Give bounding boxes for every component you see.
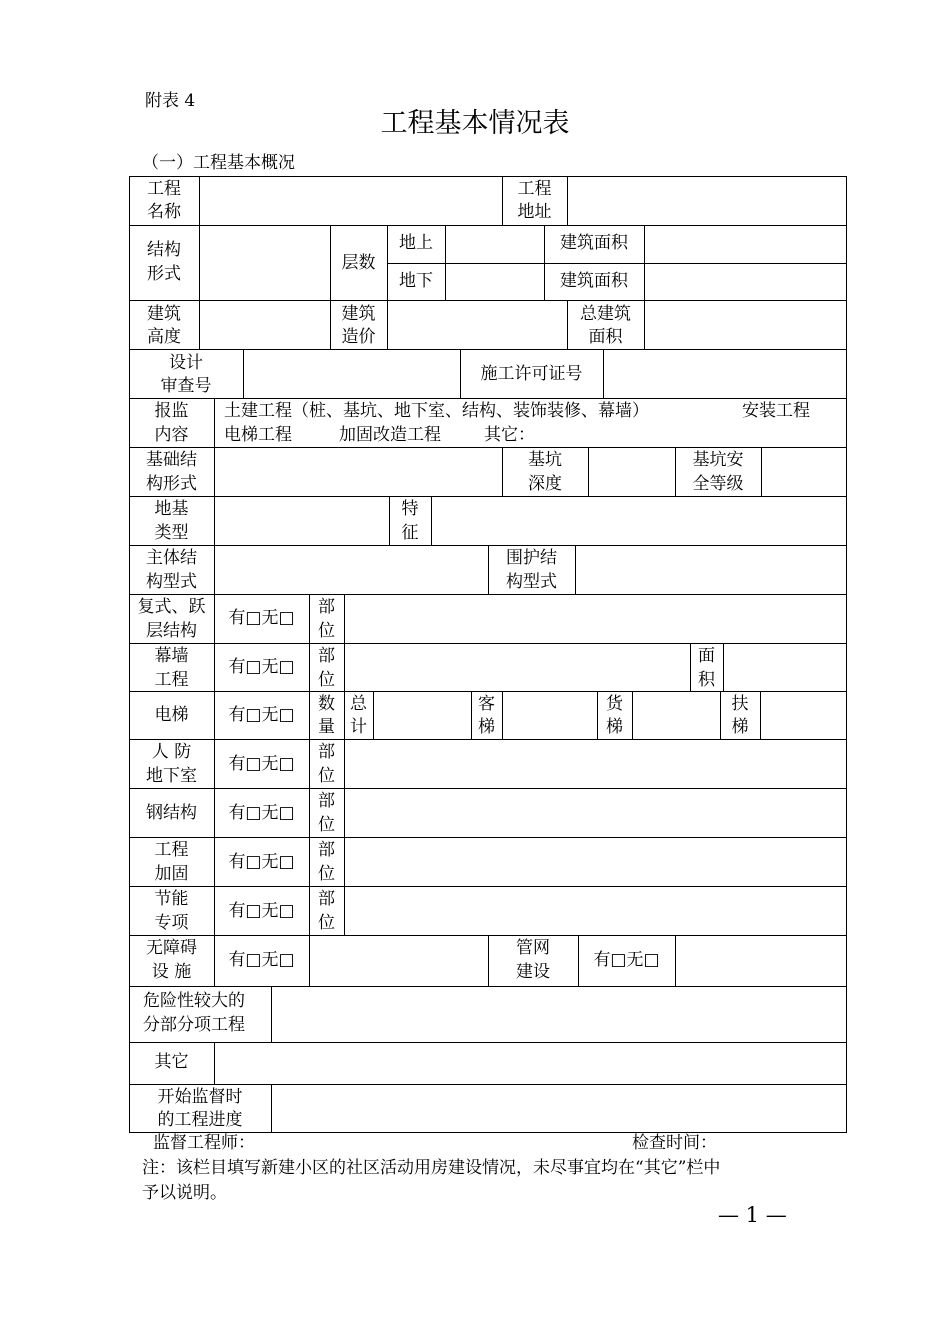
label-location-2: 位 [318, 815, 335, 835]
label-project-name-1: 工程 [147, 179, 181, 199]
label-area-2: 积 [698, 670, 715, 690]
ground-type-field[interactable] [215, 497, 389, 545]
label-supervision-1: 报监 [154, 401, 189, 421]
label-ground-type-1: 地基 [154, 499, 189, 519]
label-floor-area-2: 建筑面积 [560, 271, 628, 291]
pit-depth-field[interactable] [589, 448, 675, 496]
supervision-elevator: 电梯工程 [224, 425, 292, 445]
accessibility-yes-no-checkbox[interactable]: 有□无□ [228, 950, 295, 970]
label-accessibility-2: 设 施 [151, 962, 192, 982]
label-reinforcement-1: 工程 [154, 840, 189, 860]
reinforcement-yes-no-checkbox[interactable]: 有□无□ [228, 852, 295, 872]
label-feature-1: 特 [401, 499, 419, 519]
label-location-1: 部 [318, 840, 335, 860]
label-feature-2: 征 [401, 523, 419, 543]
label-construction-permit: 施工许可证号 [480, 364, 583, 384]
building-height-field[interactable] [200, 301, 330, 349]
civil-defense-yes-no-checkbox[interactable]: 有□无□ [228, 754, 295, 774]
supervision-reinforcement: 加固改造工程 [339, 425, 441, 445]
label-structure-form-2: 形式 [147, 264, 181, 284]
label-freight-2: 梯 [606, 717, 623, 737]
supervising-engineer-label: 监督工程师： [153, 1133, 255, 1153]
label-civil-defense-2: 地下室 [146, 766, 197, 786]
label-main-structure-2: 构型式 [146, 572, 197, 592]
label-design-review-2: 审查号 [160, 376, 212, 396]
civil-defense-location-field[interactable] [345, 740, 846, 788]
foundation-form-field[interactable] [215, 448, 502, 496]
label-duplex-1: 复式、跃 [137, 597, 206, 617]
others-field[interactable] [215, 1043, 846, 1084]
label-structure-form-1: 结构 [147, 240, 181, 260]
pipe-network-yes-no-checkbox[interactable]: 有□无□ [593, 950, 660, 970]
label-location-2: 位 [318, 621, 335, 641]
curtain-wall-area-field[interactable] [724, 644, 846, 691]
label-location-2: 位 [318, 670, 335, 690]
label-location-2: 位 [318, 913, 335, 933]
label-pipe-network-2: 建设 [516, 962, 550, 982]
check-time-label: 检查时间： [632, 1133, 717, 1153]
ground-feature-field[interactable] [432, 497, 846, 545]
label-pit-depth-2: 深度 [528, 474, 562, 494]
above-ground-area-field[interactable] [645, 226, 846, 263]
duplex-yes-no-checkbox[interactable]: 有□无□ [228, 608, 295, 628]
label-floor-area-1: 建筑面积 [560, 233, 628, 253]
passenger-elevator-field[interactable] [503, 692, 597, 739]
label-total-area-1: 总建筑 [580, 304, 631, 324]
label-total-2: 计 [350, 717, 367, 737]
label-pit-depth-1: 基坑 [528, 450, 562, 470]
label-location-1: 部 [318, 646, 335, 666]
note-line-1: 注：该栏目填写新建小区的社区活动用房建设情况，未尽事宜均在“其它”栏中 [142, 1158, 721, 1178]
label-escalator-1: 扶 [731, 694, 749, 714]
label-freight-1: 货 [606, 694, 623, 714]
label-design-review-1: 设计 [169, 353, 203, 373]
label-pit-safety-2: 全等级 [692, 474, 744, 494]
appendix-label: 附表 4 [145, 91, 196, 111]
supervision-installation: 安装工程 [742, 401, 810, 421]
label-building-cost-1: 建筑 [341, 304, 376, 324]
freight-elevator-field[interactable] [633, 692, 720, 739]
total-area-field[interactable] [645, 301, 846, 349]
label-quantity-2: 量 [318, 717, 335, 737]
label-total-1: 总 [350, 694, 367, 714]
label-duplex-2: 层结构 [146, 621, 197, 641]
label-reinforcement-2: 加固 [154, 864, 189, 884]
label-energy-saving-2: 专项 [154, 913, 189, 933]
steel-location-field[interactable] [345, 789, 846, 837]
retaining-structure-field[interactable] [576, 546, 846, 594]
progress-field[interactable] [272, 1085, 846, 1132]
project-name-field[interactable] [200, 177, 502, 225]
label-progress-1: 开始监督时 [157, 1087, 243, 1107]
project-address-field[interactable] [568, 177, 846, 225]
label-dangerous-works-1: 危险性较大的 [143, 991, 245, 1011]
label-building-height-1: 建筑 [147, 304, 181, 324]
construction-permit-field[interactable] [604, 350, 846, 398]
label-main-structure-1: 主体结 [146, 548, 197, 568]
below-ground-floors-field[interactable] [446, 264, 544, 300]
label-project-address-1: 工程 [517, 179, 552, 199]
label-above-ground: 地上 [399, 233, 433, 253]
label-curtain-wall-1: 幕墙 [154, 646, 189, 666]
dangerous-works-field[interactable] [272, 987, 846, 1042]
energy-saving-yes-no-checkbox[interactable]: 有□无□ [228, 901, 295, 921]
main-structure-field[interactable] [215, 546, 488, 594]
page-title: 工程基本情况表 [380, 108, 570, 139]
label-below-ground: 地下 [399, 271, 433, 291]
label-location-2: 位 [318, 864, 335, 884]
accessibility-detail-field[interactable] [310, 936, 488, 986]
supervision-other: 其它： [484, 425, 535, 445]
label-location-1: 部 [318, 889, 335, 909]
design-review-field[interactable] [244, 350, 460, 398]
curtain-wall-yes-no-checkbox[interactable]: 有□无□ [228, 657, 295, 677]
label-location-1: 部 [318, 742, 335, 762]
note-line-2: 予以说明。 [142, 1183, 227, 1203]
label-energy-saving-1: 节能 [154, 889, 189, 909]
label-location-1: 部 [318, 791, 335, 811]
elevator-yes-no-checkbox[interactable]: 有□无□ [228, 705, 295, 725]
elevator-total-field[interactable] [374, 692, 471, 739]
label-steel-structure: 钢结构 [146, 803, 197, 823]
label-area-1: 面 [698, 646, 715, 666]
building-cost-field[interactable] [388, 301, 567, 349]
above-ground-floors-field[interactable] [446, 226, 544, 263]
label-curtain-wall-2: 工程 [154, 670, 189, 690]
page-number: — 1 — [718, 1203, 787, 1227]
reinforcement-location-field[interactable] [345, 838, 846, 886]
label-floors: 层数 [341, 253, 376, 273]
label-location-2: 位 [318, 766, 335, 786]
label-ground-type-2: 类型 [154, 523, 189, 543]
label-foundation-form-1: 基础结 [146, 450, 197, 470]
pit-safety-field[interactable] [762, 448, 846, 496]
label-supervision-2: 内容 [154, 425, 189, 445]
escalator-field[interactable] [761, 692, 846, 739]
label-retaining-2: 构型式 [506, 572, 557, 592]
label-building-cost-2: 造价 [341, 327, 376, 347]
label-quantity-1: 数 [318, 694, 335, 714]
duplex-location-field[interactable] [345, 595, 846, 643]
label-pipe-network-1: 管网 [516, 938, 550, 958]
label-progress-2: 的工程进度 [157, 1110, 243, 1130]
label-location-1: 部 [318, 597, 335, 617]
energy-saving-location-field[interactable] [345, 887, 846, 935]
label-foundation-form-2: 构形式 [146, 474, 197, 494]
label-pit-safety-1: 基坑安 [692, 450, 744, 470]
label-project-name-2: 名称 [147, 202, 181, 222]
pipe-network-detail-field[interactable] [676, 936, 846, 986]
structure-form-field[interactable] [200, 226, 330, 300]
steel-yes-no-checkbox[interactable]: 有□无□ [228, 803, 295, 823]
label-elevator: 电梯 [154, 705, 189, 725]
label-passenger-1: 客 [478, 694, 495, 714]
label-project-address-2: 地址 [517, 202, 552, 222]
label-building-height-2: 高度 [147, 327, 181, 347]
label-total-area-2: 面积 [588, 327, 623, 347]
supervision-civil-works: 土建工程（桩、基坑、地下室、结构、装饰装修、幕墙） [224, 401, 649, 421]
curtain-wall-location-field[interactable] [345, 644, 690, 691]
label-passenger-2: 梯 [478, 717, 495, 737]
below-ground-area-field[interactable] [645, 264, 846, 300]
label-others: 其它 [154, 1052, 189, 1072]
label-retaining-1: 围护结 [506, 548, 557, 568]
label-civil-defense-1: 人 防 [151, 742, 192, 762]
label-escalator-2: 梯 [731, 717, 749, 737]
label-accessibility-1: 无障碍 [146, 938, 197, 958]
label-dangerous-works-2: 分部分项工程 [143, 1015, 245, 1035]
section-heading: （一）工程基本概况 [142, 153, 295, 173]
